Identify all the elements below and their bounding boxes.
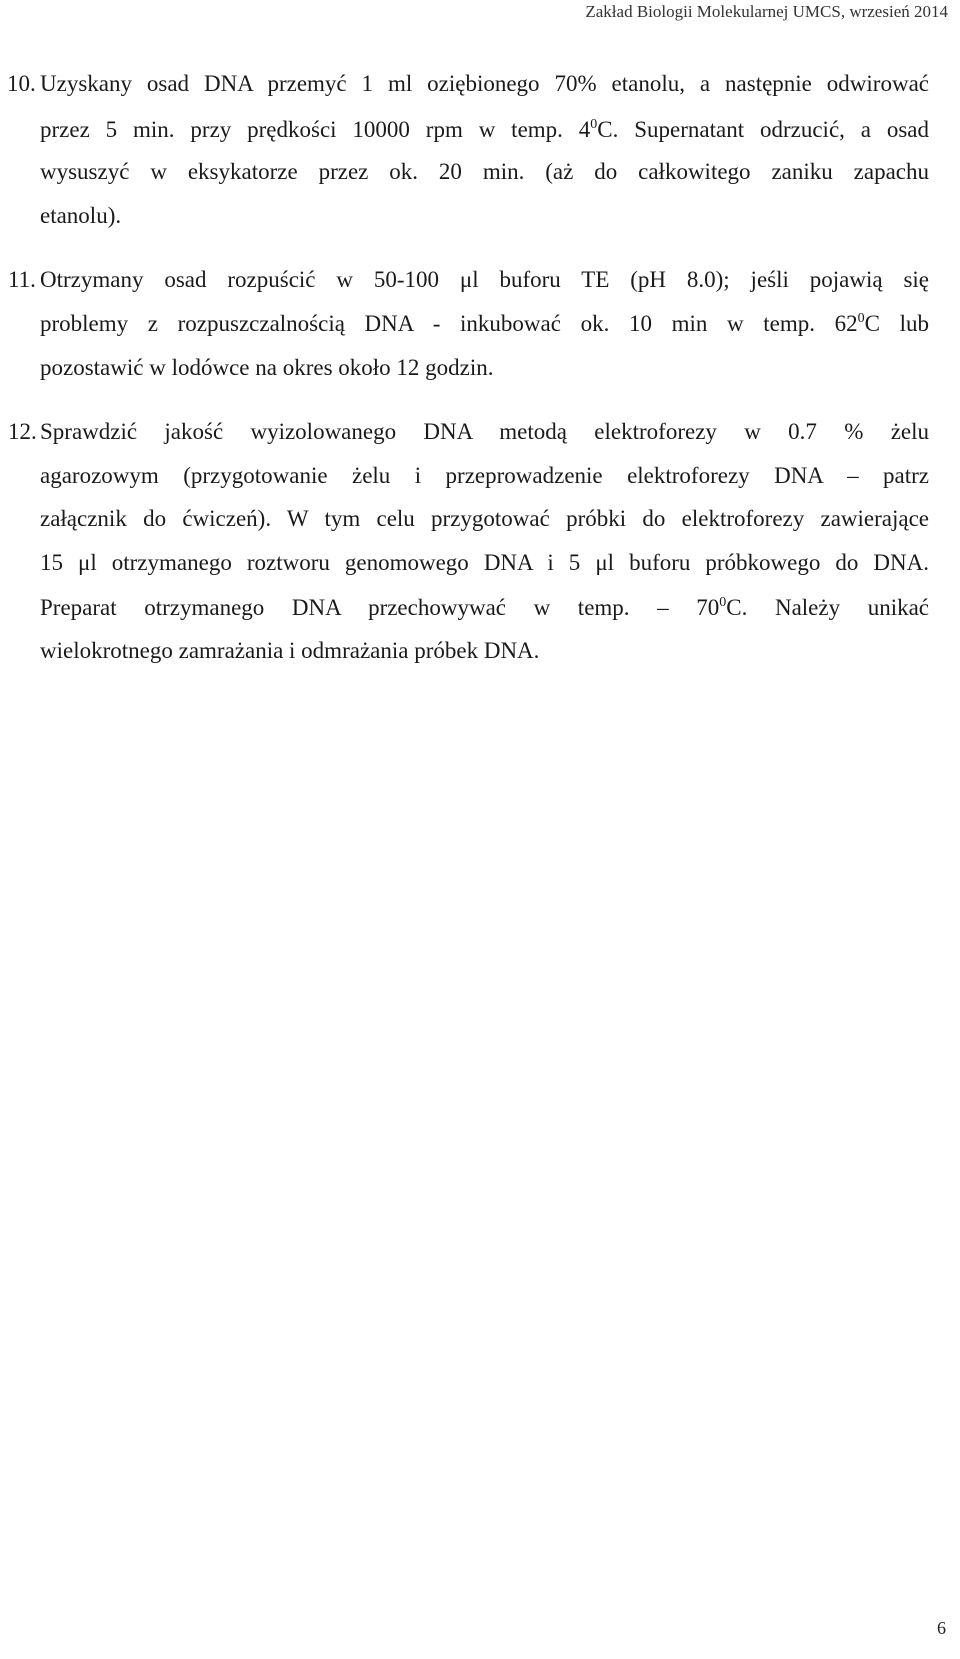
line-text-after: C. Supernatant odrzucić, a osad [597,117,929,142]
page-header: Zakład Biologii Molekularnej UMCS, wrzesień 2014 [585,2,948,21]
text-line [40,201,929,231]
item-number: 10. [7,71,36,96]
text-line [8,265,929,295]
superscript: 0 [857,311,865,326]
text-line [7,69,929,99]
line-text: załącznik do ćwiczeń). W tym celu przygotować próbki do elektroforezy zawierające [40,506,929,531]
line-text: wysuszyć w eksykatorze przez ok. 20 min. (aż do całkowitego zaniku zapachu [40,159,929,184]
line-text: 15 μl otrzymanego roztworu genomowego DNA i 5 μl buforu próbkowego do DNA. [40,550,929,575]
line-text: Uzyskany osad DNA przemyć 1 ml oziębionego 70% etanolu, a następnie odwirować [40,71,929,96]
line-text: pozostawić w lodówce na okres około 12 godzin. [40,355,494,380]
text-line [40,593,929,623]
page-number: 6 [937,1618,946,1638]
line-text-before: przez 5 min. przy prędkości 10000 rpm w temp. 4 [40,117,591,142]
item-number: 12. [8,419,37,444]
text-line [40,461,929,491]
text-line [40,157,929,187]
text-line [40,353,929,383]
line-text: Otrzymany osad rozpuścić w 50-100 μl buforu TE (pH 8.0); jeśli pojawią się [40,267,929,292]
line-text: wielokrotnego zamrażania i odmrażania próbek DNA. [40,638,540,663]
line-text: etanolu). [40,203,122,228]
text-line [40,309,929,339]
item-number: 11. [8,267,36,292]
text-line [40,636,929,666]
text-line [40,504,929,534]
line-text-after: C. Należy unikać [726,595,929,620]
superscript: 0 [719,595,727,610]
line-text-before: Preparat otrzymanego DNA przechowywać w temp. – 70 [40,595,720,620]
line-text: Sprawdzić jakość wyizolowanego DNA metodą elektroforezy w 0.7 % żelu [40,419,929,444]
text-line [8,417,929,447]
superscript: 0 [590,117,598,132]
text-line [40,548,929,578]
text-line [40,115,929,145]
line-text-after: C lub [864,311,929,336]
line-text-before: problemy z rozpuszczalnością DNA - inkubować ok. 10 min w temp. 62 [40,311,858,336]
line-text: agarozowym (przygotowanie żelu i przeprowadzenie elektroforezy DNA – patrz [40,463,929,488]
